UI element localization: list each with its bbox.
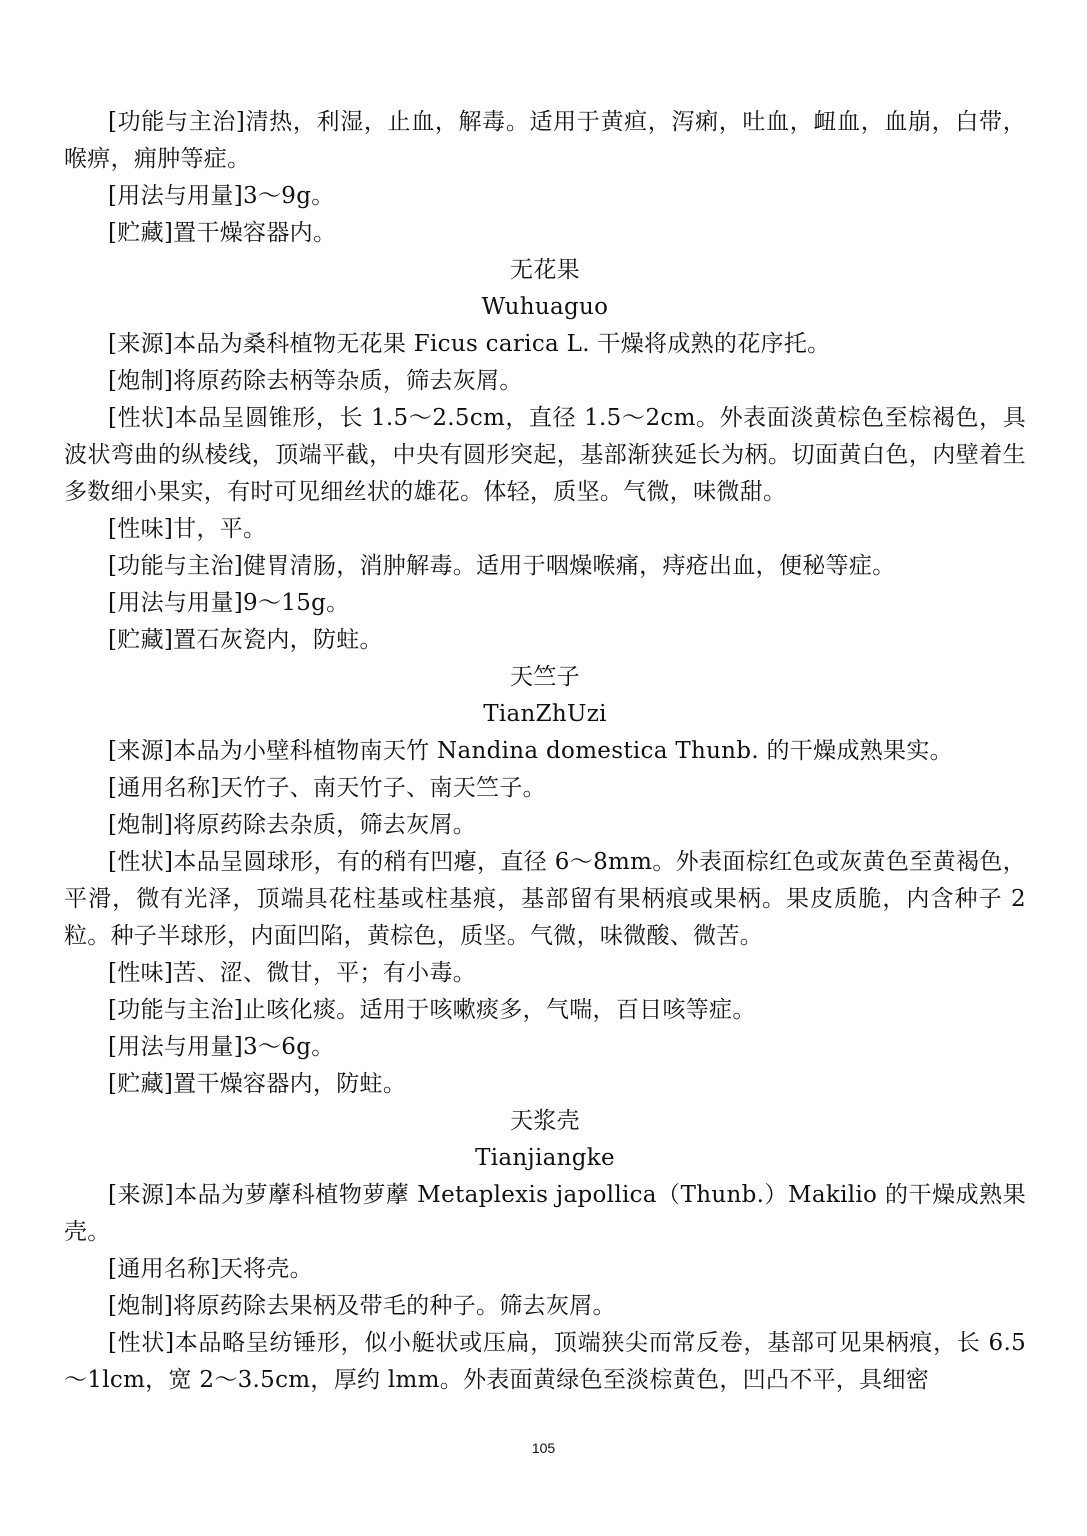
- entry-pinyin-tianzhuzi: TianZhUzi: [483, 701, 607, 727]
- paragraph-characteristics: [性状]本品略呈纺锤形，似小艇状或压扁，顶端狭尖而常反卷，基部可见果柄痕，长 6.5～1lcm，宽 2～3.5cm，厚约 lmm。外表面黄绿色至淡棕黄色，凹凸不平，具细密: [64, 1330, 1026, 1393]
- document-body: [64, 104, 1026, 1399]
- paragraph-characteristics: [性状]本品呈圆锥形，长 1.5～2.5cm，直径 1.5～2cm。外表面淡黄棕色至棕褐色，具波状弯曲的纵棱线，顶端平截，中央有圆形突起，基部渐狭延长为柄。切面黄白色，内壁着生多数细小果实，有时可见细丝状的雄花。体轻，质坚。气微，味微甜。: [64, 405, 1026, 505]
- paragraph-storage: [贮藏]置干燥容器内，防蛀。: [108, 1071, 407, 1097]
- paragraph-nature-taste: [性味]甘，平。: [108, 516, 267, 542]
- paragraph-nature-taste: [性味]苦、涩、微甘，平；有小毒。: [108, 960, 477, 986]
- paragraph-usage-dosage: [用法与用量]3～6g。: [108, 1034, 335, 1060]
- paragraph-source: [来源]本品为萝藦科植物萝藦 Metaplexis japollica（Thunb.）Makilio 的干燥成熟果壳。: [64, 1182, 1026, 1245]
- paragraph-processing: [炮制]将原药除去柄等杂质，筛去灰屑。: [108, 368, 523, 394]
- paragraph-function-indication: [功能与主治]健胃清肠，消肿解毒。适用于咽燥喉痛，痔疮出血，便秘等症。: [108, 553, 896, 579]
- paragraph-function-indication: [功能与主治]止咳化痰。适用于咳嗽痰多，气喘，百日咳等症。: [108, 997, 756, 1023]
- entry-pinyin-wuhuaguo: Wuhuaguo: [481, 294, 609, 320]
- paragraph-function-indication: [功能与主治]清热，利湿，止血，解毒。适用于黄疸，泻痢，吐血，衄血，血崩，白带，喉痹，痈肿等症。: [64, 109, 1026, 172]
- paragraph-processing: [炮制]将原药除去杂质，筛去灰屑。: [108, 812, 477, 838]
- entry-title-tianzhuzi: 天竺子: [510, 664, 580, 690]
- paragraph-usage-dosage: [用法与用量]3～9g。: [108, 183, 335, 209]
- paragraph-processing: [炮制]将原药除去果柄及带毛的种子。筛去灰屑。: [108, 1293, 616, 1319]
- paragraph-storage: [贮藏]置干燥容器内。: [108, 220, 337, 246]
- entry-title-tianjiangke: 天浆壳: [510, 1108, 580, 1134]
- paragraph-source: [来源]本品为小壁科植物南天竹 Nandina domestica Thunb. 的干燥成熟果实。: [108, 738, 953, 764]
- paragraph-common-names: [通用名称]天将壳。: [108, 1256, 313, 1282]
- paragraph-characteristics: [性状]本品呈圆球形，有的稍有凹瘪，直径 6～8mm。外表面棕红色或灰黄色至黄褐色，平滑，微有光泽，顶端具花柱基或柱基痕，基部留有果柄痕或果柄。果皮质脆，内含种子 2 粒。种子半球形，内面凹陷，黄棕色，质坚。气微，味微酸、微苦。: [64, 849, 1026, 949]
- paragraph-common-names: [通用名称]天竹子、南天竹子、南天竺子。: [108, 775, 546, 801]
- entry-title-wuhuaguo: 无花果: [510, 257, 580, 283]
- paragraph-source: [来源]本品为桑科植物无花果 Ficus carica L. 干燥将成熟的花序托。: [108, 331, 831, 357]
- paragraph-storage: [贮藏]置石灰瓷内，防蛀。: [108, 627, 383, 653]
- page-number: 105: [531, 1440, 556, 1456]
- paragraph-usage-dosage: [用法与用量]9～15g。: [108, 590, 350, 616]
- entry-pinyin-tianjiangke: Tianjiangke: [475, 1145, 615, 1171]
